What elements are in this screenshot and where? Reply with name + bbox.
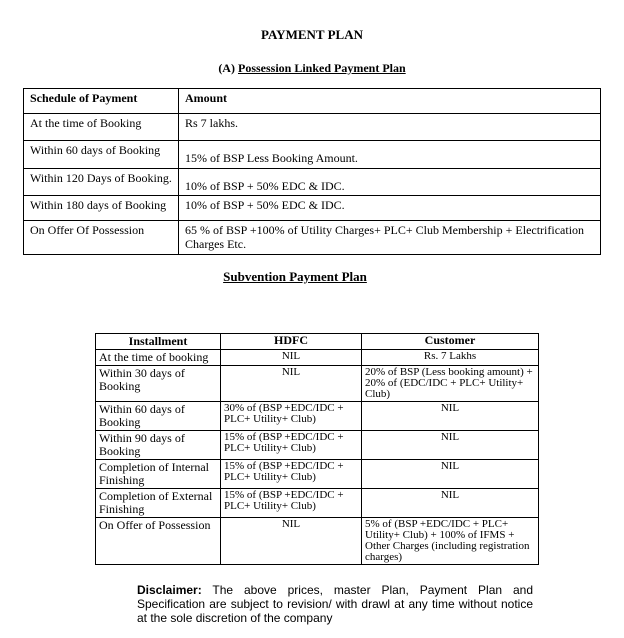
amount-text: 15% of BSP Less Booking Amount. (185, 151, 358, 165)
table-row (24, 221, 601, 255)
table-row (96, 489, 539, 518)
plan-subtitle (0, 61, 624, 76)
table-row (24, 196, 601, 221)
table-row (96, 431, 539, 460)
hdfc-cell: NIL (221, 350, 362, 366)
table-header-row (24, 89, 601, 114)
customer-cell: 20% of BSP (Less booking amount) + 20% of (EDC/IDC + PLC+ Utility+ Club) (362, 366, 539, 402)
table-row (96, 460, 539, 489)
hdfc-cell: NIL (221, 366, 362, 402)
disclaimer-label: Disclaimer: (137, 583, 202, 597)
customer-cell: 5% of (BSP +EDC/IDC + PLC+ Utility+ Club) + 100% of IFMS + Other Charges (including registration charges) (362, 518, 539, 565)
table-row (96, 366, 539, 402)
customer-cell: NIL (362, 431, 539, 460)
amount-cell (179, 141, 601, 169)
hdfc-cell: 15% of (BSP +EDC/IDC + PLC+ Utility+ Club) (221, 431, 362, 460)
amount-cell: 10% of BSP + 50% EDC & IDC. (179, 196, 601, 221)
disclaimer-text: The above prices, master Plan, Payment Plan and Specification are subject to revision/ with drawl at any time without notice at the sole discretion of the company (137, 583, 533, 625)
installment-cell: At the time of booking (96, 350, 221, 366)
table-row (96, 518, 539, 565)
subvention-table (95, 333, 539, 565)
table-row (24, 169, 601, 196)
schedule-cell: At the time of Booking (24, 114, 179, 141)
header-hdfc: HDFC (221, 334, 362, 350)
subvention-title: Subvention Payment Plan (223, 269, 367, 284)
header-installment: Installment (96, 334, 221, 350)
customer-cell: NIL (362, 489, 539, 518)
header-amount: Amount (179, 89, 601, 114)
amount-cell: 65 % of BSP +100% of Utility Charges+ PLC+ Club Membership + Electrification Charges Etc. (179, 221, 601, 255)
installment-cell: Completion of Internal Finishing (96, 460, 221, 489)
table-header-row (96, 334, 539, 350)
hdfc-cell: 30% of (BSP +EDC/IDC + PLC+ Utility+ Club) (221, 402, 362, 431)
table-row (96, 402, 539, 431)
hdfc-cell: NIL (221, 518, 362, 565)
schedule-cell: Within 60 days of Booking (24, 141, 179, 169)
hdfc-cell: 15% of (BSP +EDC/IDC + PLC+ Utility+ Club) (221, 460, 362, 489)
possession-linked-table (23, 88, 601, 255)
installment-cell: On Offer of Possession (96, 518, 221, 565)
customer-cell: Rs. 7 Lakhs (362, 350, 539, 366)
amount-cell: Rs 7 lakhs. (179, 114, 601, 141)
schedule-cell: Within 120 Days of Booking. (24, 169, 179, 196)
table-row (24, 114, 601, 141)
installment-cell: Within 90 days of Booking (96, 431, 221, 460)
table-row (24, 141, 601, 169)
installment-cell: Within 30 days of Booking (96, 366, 221, 402)
page-title: PAYMENT PLAN (261, 27, 363, 42)
installment-cell: Completion of External Finishing (96, 489, 221, 518)
table-row (96, 350, 539, 366)
header-customer: Customer (362, 334, 539, 350)
amount-cell (179, 169, 601, 196)
subtitle-prefix: (A) (218, 61, 238, 75)
disclaimer (137, 583, 533, 625)
schedule-cell: Within 180 days of Booking (24, 196, 179, 221)
customer-cell: NIL (362, 460, 539, 489)
schedule-cell: On Offer Of Possession (24, 221, 179, 255)
hdfc-cell: 15% of (BSP +EDC/IDC + PLC+ Utility+ Club) (221, 489, 362, 518)
customer-cell: NIL (362, 402, 539, 431)
subtitle-main: Possession Linked Payment Plan (237, 61, 406, 75)
installment-cell: Within 60 days of Booking (96, 402, 221, 431)
header-schedule: Schedule of Payment (24, 89, 179, 114)
amount-text: 10% of BSP + 50% EDC & IDC. (185, 179, 345, 193)
